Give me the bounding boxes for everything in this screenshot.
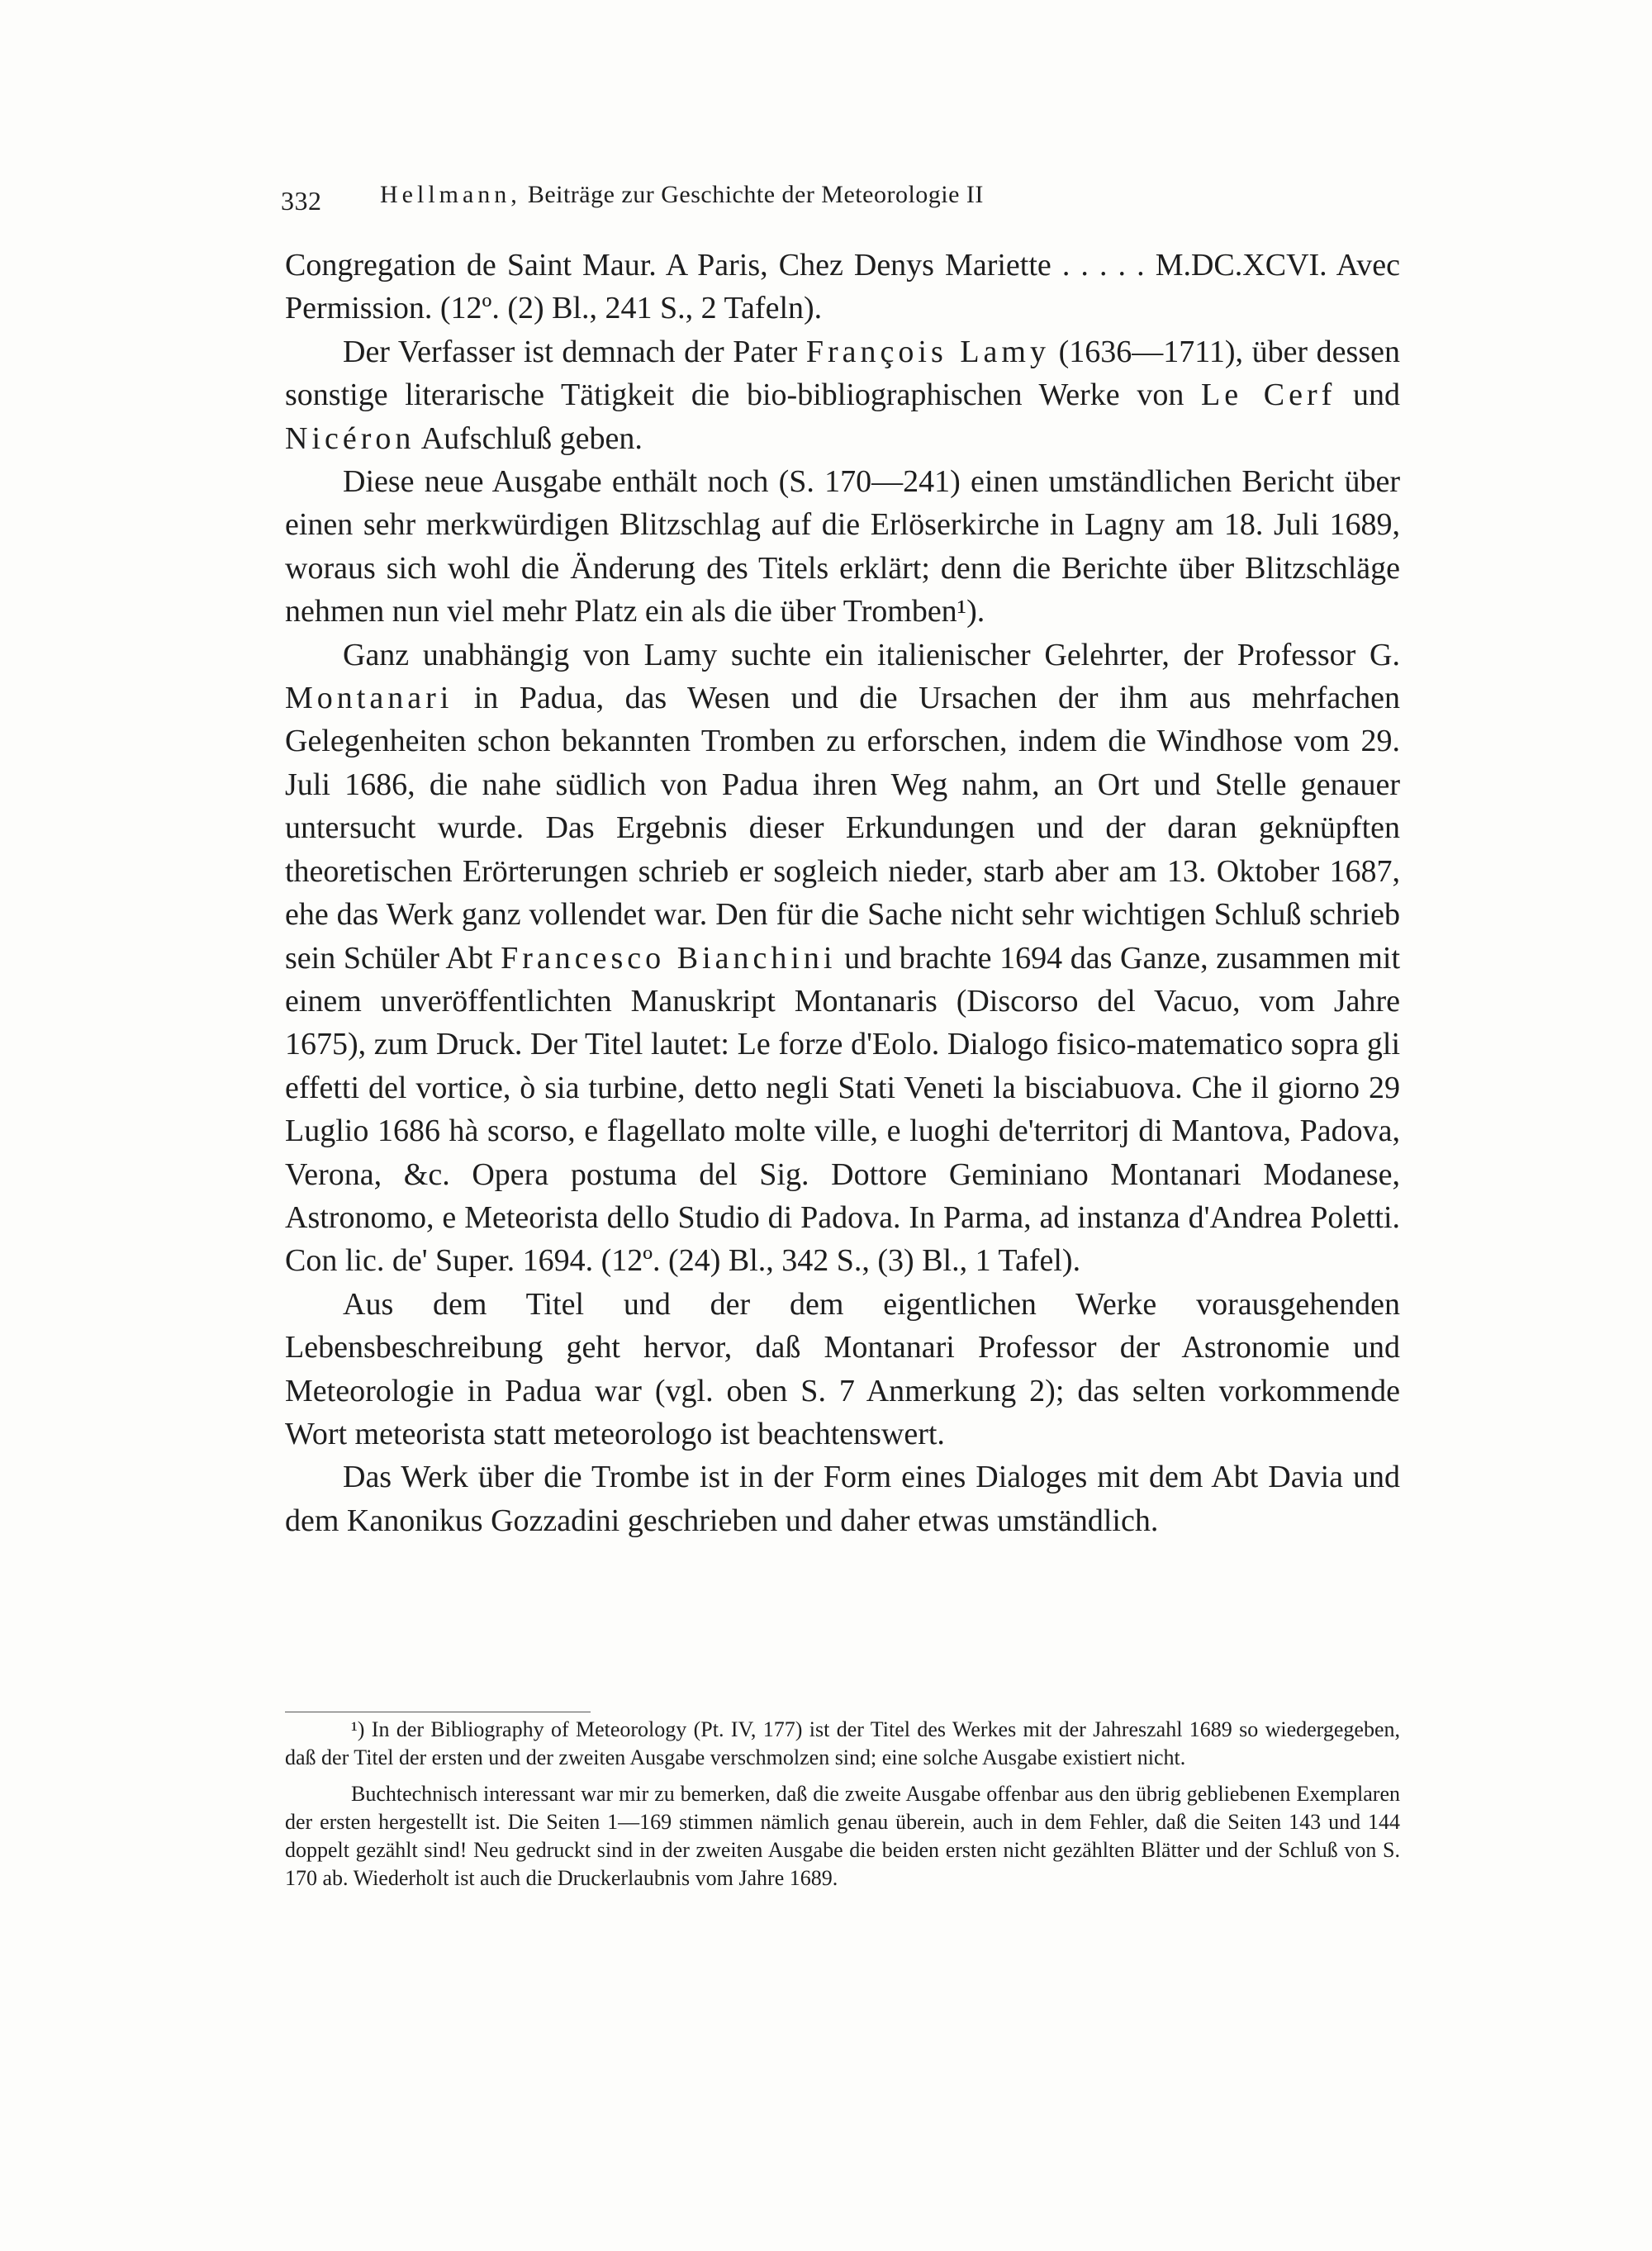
paragraph-3: Diese neue Ausgabe enthält noch (S. 170—241) einen umständlichen Bericht über einen sehr merkwürdigen Blitzschlag auf die Erlöserkirche in Lagny am 18. Juli 1689, woraus sich wohl die Änderung des Titels erklärt; denn die Berichte über Blitzschläge nehmen nun viel mehr Platz ein als die über Tromben¹).	[285, 464, 1400, 629]
paragraph-4	[285, 634, 1400, 1283]
running-head	[380, 181, 984, 209]
paragraph-1: Congregation de Saint Maur. A Paris, Chez Denys Mariette . . . . . M.DC.XCVI. Avec Permission. (12º. (2) Bl., 241 S., 2 Tafeln).	[285, 248, 1400, 326]
running-head-title: Beiträge zur Geschichte der Meteorologie II	[527, 181, 984, 208]
p2-text-a: Der Verfasser ist demnach der Pater	[343, 334, 806, 369]
p2-text-b: (1636—1711), über dessen sonstige literarische Tätigkeit die bio-bibliographischen Werke von	[285, 334, 1400, 413]
running-head-author: Hellmann,	[380, 181, 521, 208]
p4-text-b: in Padua, das Wesen und die Ursachen der ihm aus mehrfachen Gelegenheiten schon bekannten Tromben zu erforschen, indem die Windhose vom 29. Juli 1686, die nahe südlich von Padua ihren Weg nahm, an Ort und Stelle genauer untersucht wurde. Das Ergebnis dieser Erkundungen und der daran geknüpften theoretischen Erörterungen schrieb er sogleich nieder, starb aber am 13. Oktober 1687, ehe das Werk ganz vollendet war. Den für die Sache nicht sehr wichtigen Schluß schrieb sein Schüler Abt	[285, 681, 1400, 976]
p4-name-bianchini: Francesco Bianchini	[501, 940, 837, 976]
p2-name-lamy: François Lamy	[805, 334, 1050, 369]
footnote-1-continuation: Buchtechnisch interessant war mir zu bemerken, daß die zweite Ausgabe offenbar aus den übrig gebliebenen Exemplaren der ersten hergestellt ist. Die Seiten 1—169 stimmen nämlich genau überein, auch in dem Fehler, daß die Seiten 143 und 144 doppelt gezählt sind! Neu gedruckt sind in der zweiten Ausgabe die beiden ersten nicht gezählten Blätter und der Schluß von S. 170 ab. Wiederholt ist auch die Druckerlaubnis vom Jahre 1689.	[285, 1782, 1400, 1890]
footnote-1: ¹) In der Bibliography of Meteorology (Pt. IV, 177) ist der Titel des Werkes mit der Jahreszahl 1689 so wiedergegeben, daß der Titel der ersten und der zweiten Ausgabe verschmolzen sind; eine solche Ausgabe existiert nicht.	[285, 1717, 1400, 1769]
p2-name-lecerf: Le Cerf	[1201, 378, 1336, 413]
p4-name-montanari: Montanari	[285, 681, 453, 716]
body-text	[285, 244, 1400, 1542]
paragraph-5: Aus dem Titel und der dem eigentlichen Werke vorausgehenden Lebensbeschreibung geht hervor, daß Montanari Professor der Astronomie und Meteorologie in Padua war (vgl. oben S. 7 Anmerkung 2); das selten vorkommende Wort meteorista statt meteorologo ist beachtenswert.	[285, 1286, 1400, 1451]
p4-text-a: Ganz unabhängig von Lamy suchte ein italienischer Gelehrter, der Professor G.	[343, 637, 1400, 672]
p2-text-c: und	[1336, 378, 1400, 413]
page-header	[281, 178, 1396, 219]
paragraph-6: Das Werk über die Trombe ist in der Form eines Dialoges mit dem Abt Davia und dem Kanonikus Gozzadini geschrieben und daher etwas umständlich.	[285, 1460, 1400, 1538]
p4-text-c: und brachte 1694 das Ganze, zusammen mit einem unveröffentlichten Manuskript Montanaris (Discorso del Vacuo, vom Jahre 1675), zum Druck. Der Titel lautet: Le forze d'Eolo. Dialogo fisico-matematico sopra gli effetti del vortice, ò sia turbine, detto negli Stati Veneti la bisciabuova. Che il giorno 29 Luglio 1686 hà scorso, e flagellato molte ville, e luoghi de'territorj di Mantova, Padova, Verona, &c. Opera postuma del Sig. Dottore Geminiano Montanari Modanese, Astronomo, e Meteorista dello Studio di Padova. In Parma, ad instanza d'Andrea Poletti. Con lic. de' Super. 1694. (12º. (24) Bl., 342 S., (3) Bl., 1 Tafel).	[285, 940, 1401, 1279]
p2-text-d: Aufschluß geben.	[415, 420, 643, 456]
p2-name-niceron: Nicéron	[285, 420, 415, 456]
footnotes	[285, 1716, 1400, 1892]
paragraph-2	[285, 330, 1400, 460]
page-number: 332	[281, 186, 322, 216]
